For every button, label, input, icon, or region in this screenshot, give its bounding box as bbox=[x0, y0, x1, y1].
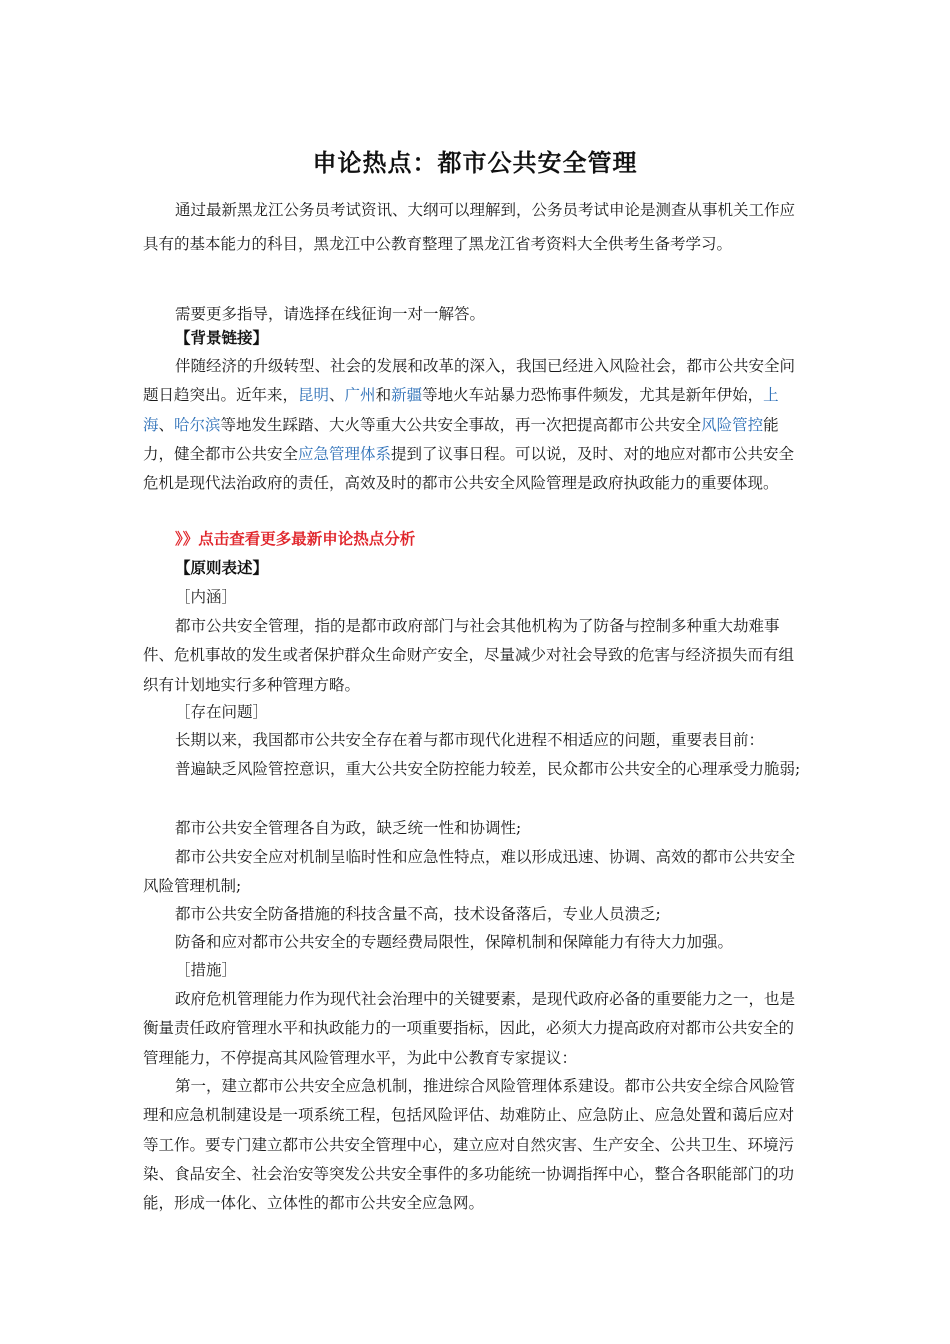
connotation-paragraph: 都市公共安全管理，指的是都市政府部门与社会其他机构为了防备与控制多种重大劫难事件、危机事故的发生或者保护群众生命财产安全，尽量减少对社会导致的危害与经济损失而有组织有计划地实行多种管理方略。 bbox=[143, 617, 795, 694]
background-text: 伴随经济的升级转型、社会的发展和改革的深入，我国已经进入风险社会，都市公共安全问题日趋突出。近年来， bbox=[143, 357, 796, 405]
separator: 、 bbox=[329, 386, 345, 405]
problems-intro: 长期以来，我国都市公共安全存在着与都市现代化进程不相适应的问题，重要表目前： bbox=[175, 731, 765, 749]
background-text: 能力，健全都市公共安全 bbox=[143, 415, 779, 463]
link-emergency-system[interactable]: 应急管理体系 bbox=[298, 444, 392, 463]
problem-item-2: 都市公共安全管理各自为政，缺乏统一性和协调性; bbox=[175, 819, 522, 837]
page-title: 申论热点：都市公共安全管理 bbox=[312, 149, 638, 177]
measures-label: ［措施］ bbox=[175, 961, 238, 979]
problem-item-3: 都市公共安全应对机制呈临时性和应急性特点，难以形成迅速、协调、高效的都市公共安全风险管理机制; bbox=[143, 848, 796, 896]
background-text: 等地火车站暴力恐怖事件频发，尤其是新年伊始， bbox=[422, 386, 764, 405]
link-harbin[interactable]: 哈尔滨 bbox=[174, 415, 221, 434]
problems-label: ［存在问题］ bbox=[175, 703, 269, 721]
background-text: 等地发生踩踏、大火等重大公共安全事故，再一次把提高都市公共安全 bbox=[220, 415, 702, 434]
link-shanghai[interactable]: 上海 bbox=[143, 386, 779, 434]
separator: 、 bbox=[158, 415, 175, 434]
problem-item-1: 普遍缺乏风险管控意识，重大公共安全防控能力较差，民众都市公共安全的心理承受力脆弱; bbox=[175, 760, 801, 778]
link-risk-control[interactable]: 风险管控 bbox=[701, 415, 764, 434]
connotation-label: ［内涵］ bbox=[175, 588, 238, 606]
link-guangzhou[interactable]: 广州 bbox=[344, 386, 376, 405]
link-xinjiang[interactable]: 新疆 bbox=[391, 386, 423, 405]
intro-paragraph: 通过最新黑龙江公务员考试资讯、大纲可以理解到，公务员考试申论是测查从事机关工作应具有的基本能力的科目，黑龙江中公教育整理了黑龙江省考资料大全供考生备考学习。 bbox=[143, 201, 796, 253]
guidance-paragraph: 需要更多指导，请选择在线征询一对一解答。 bbox=[175, 305, 486, 323]
background-heading: 【背景链接】 bbox=[175, 329, 269, 347]
principle-heading: 【原则表述】 bbox=[175, 559, 269, 577]
background-text: 和 bbox=[375, 386, 392, 405]
measures-intro: 政府危机管理能力作为现代社会治理中的关键要素，是现代政府必备的重要能力之一，也是衡量责任政府管理水平和执政能力的一项重要指标，因此，必须大力提高政府对都市公共安全的管理能力，不停提高其风险管理水平，为此中公教育专家提议： bbox=[143, 990, 796, 1067]
background-paragraph bbox=[143, 352, 808, 498]
measure-item-1: 第一，建立都市公共安全应急机制，推进综合风险管理体系建设。都市公共安全综合风险管理和应急机制建设是一项系统工程，包括风险评估、劫难防止、应急防止、应急处置和蔼后应对等工作。要专门建立都市公共安全管理中心，建立应对自然灾害、生产安全、公共卫生、环境污染、食品安全、社会治安等突发公共安全事件的多功能统一协调指挥中心，整合各职能部门的功能，形成一体化、立体性的都市公共安全应急网。 bbox=[143, 1077, 796, 1213]
background-text: 提到了议事日程。可以说，及时、对的地应对都市公共安全危机是现代法治政府的责任，高效及时的都市公共安全风险管理是政府执政能力的重要体现。 bbox=[143, 444, 795, 493]
problem-item-4: 都市公共安全防备措施的科技含量不高，技术设备落后，专业人员溃乏; bbox=[175, 905, 661, 923]
problem-item-5: 防备和应对都市公共安全的专题经费局限性，保障机制和保障能力有待大力加强。 bbox=[175, 933, 734, 951]
more-analysis-link[interactable]: 》》点击查看更多最新申论热点分析 bbox=[175, 530, 416, 548]
link-kunming[interactable]: 昆明 bbox=[298, 386, 330, 405]
